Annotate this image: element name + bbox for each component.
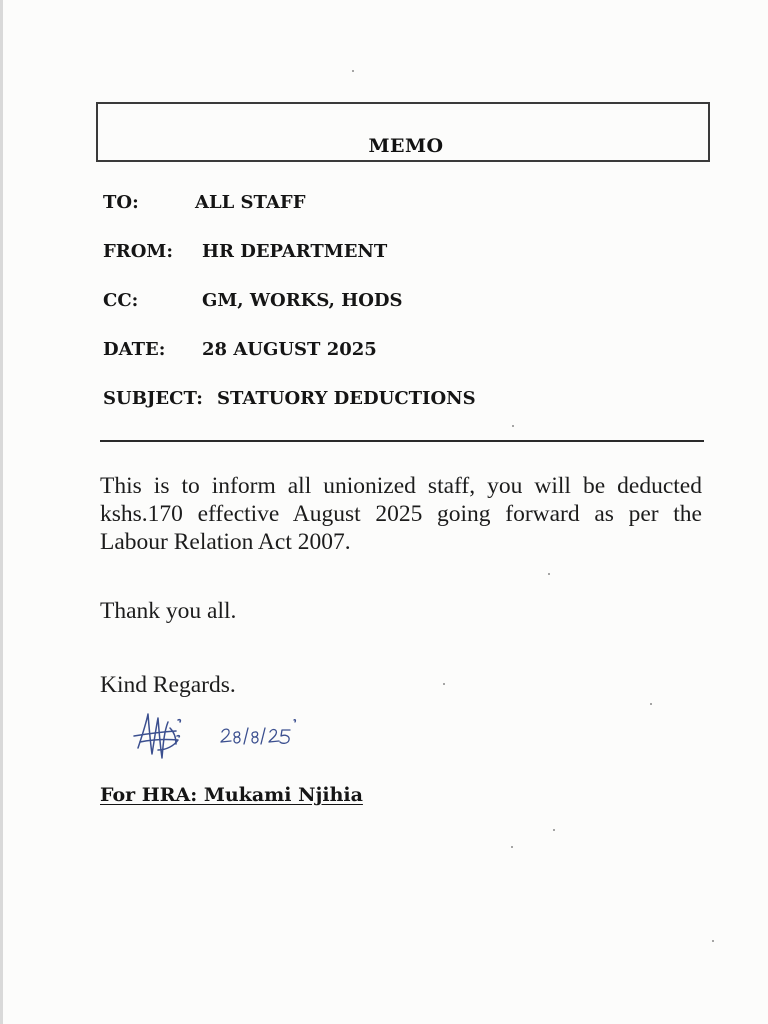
scan-edge — [0, 0, 3, 1024]
scan-speck — [512, 425, 514, 427]
to-label: TO: — [103, 192, 139, 213]
scan-speck — [712, 940, 714, 942]
cc-label: CC: — [103, 290, 139, 311]
to-value: ALL STAFF — [195, 192, 306, 213]
memo-title-box — [96, 102, 710, 162]
subject-label: SUBJECT: — [103, 388, 203, 409]
scan-speck — [548, 573, 550, 575]
subject-value: STATUORY DEDUCTIONS — [217, 388, 476, 409]
signatory: For HRA: Mukami Njihia — [100, 784, 363, 806]
scan-speck — [443, 683, 445, 685]
cc-value: GM, WORKS, HODS — [202, 290, 403, 311]
date-value: 28 AUGUST 2025 — [202, 339, 377, 360]
memo-title: MEMO — [368, 135, 444, 157]
handwritten-signature — [130, 706, 310, 768]
scan-speck — [511, 846, 513, 848]
thanks-line: Thank you all. — [100, 598, 237, 624]
header-divider — [100, 440, 704, 442]
from-value: HR DEPARTMENT — [202, 241, 388, 262]
scan-speck — [650, 703, 652, 705]
from-label: FROM: — [103, 241, 173, 262]
scan-speck — [553, 829, 555, 831]
closing-line: Kind Regards. — [100, 672, 236, 698]
date-label: DATE: — [103, 339, 166, 360]
memo-body: This is to inform all unionized staff, you will be deducted kshs.170 effective August 2025 going forward as per the Labour Relation Act 2007. — [100, 473, 702, 555]
scan-speck — [352, 70, 354, 72]
